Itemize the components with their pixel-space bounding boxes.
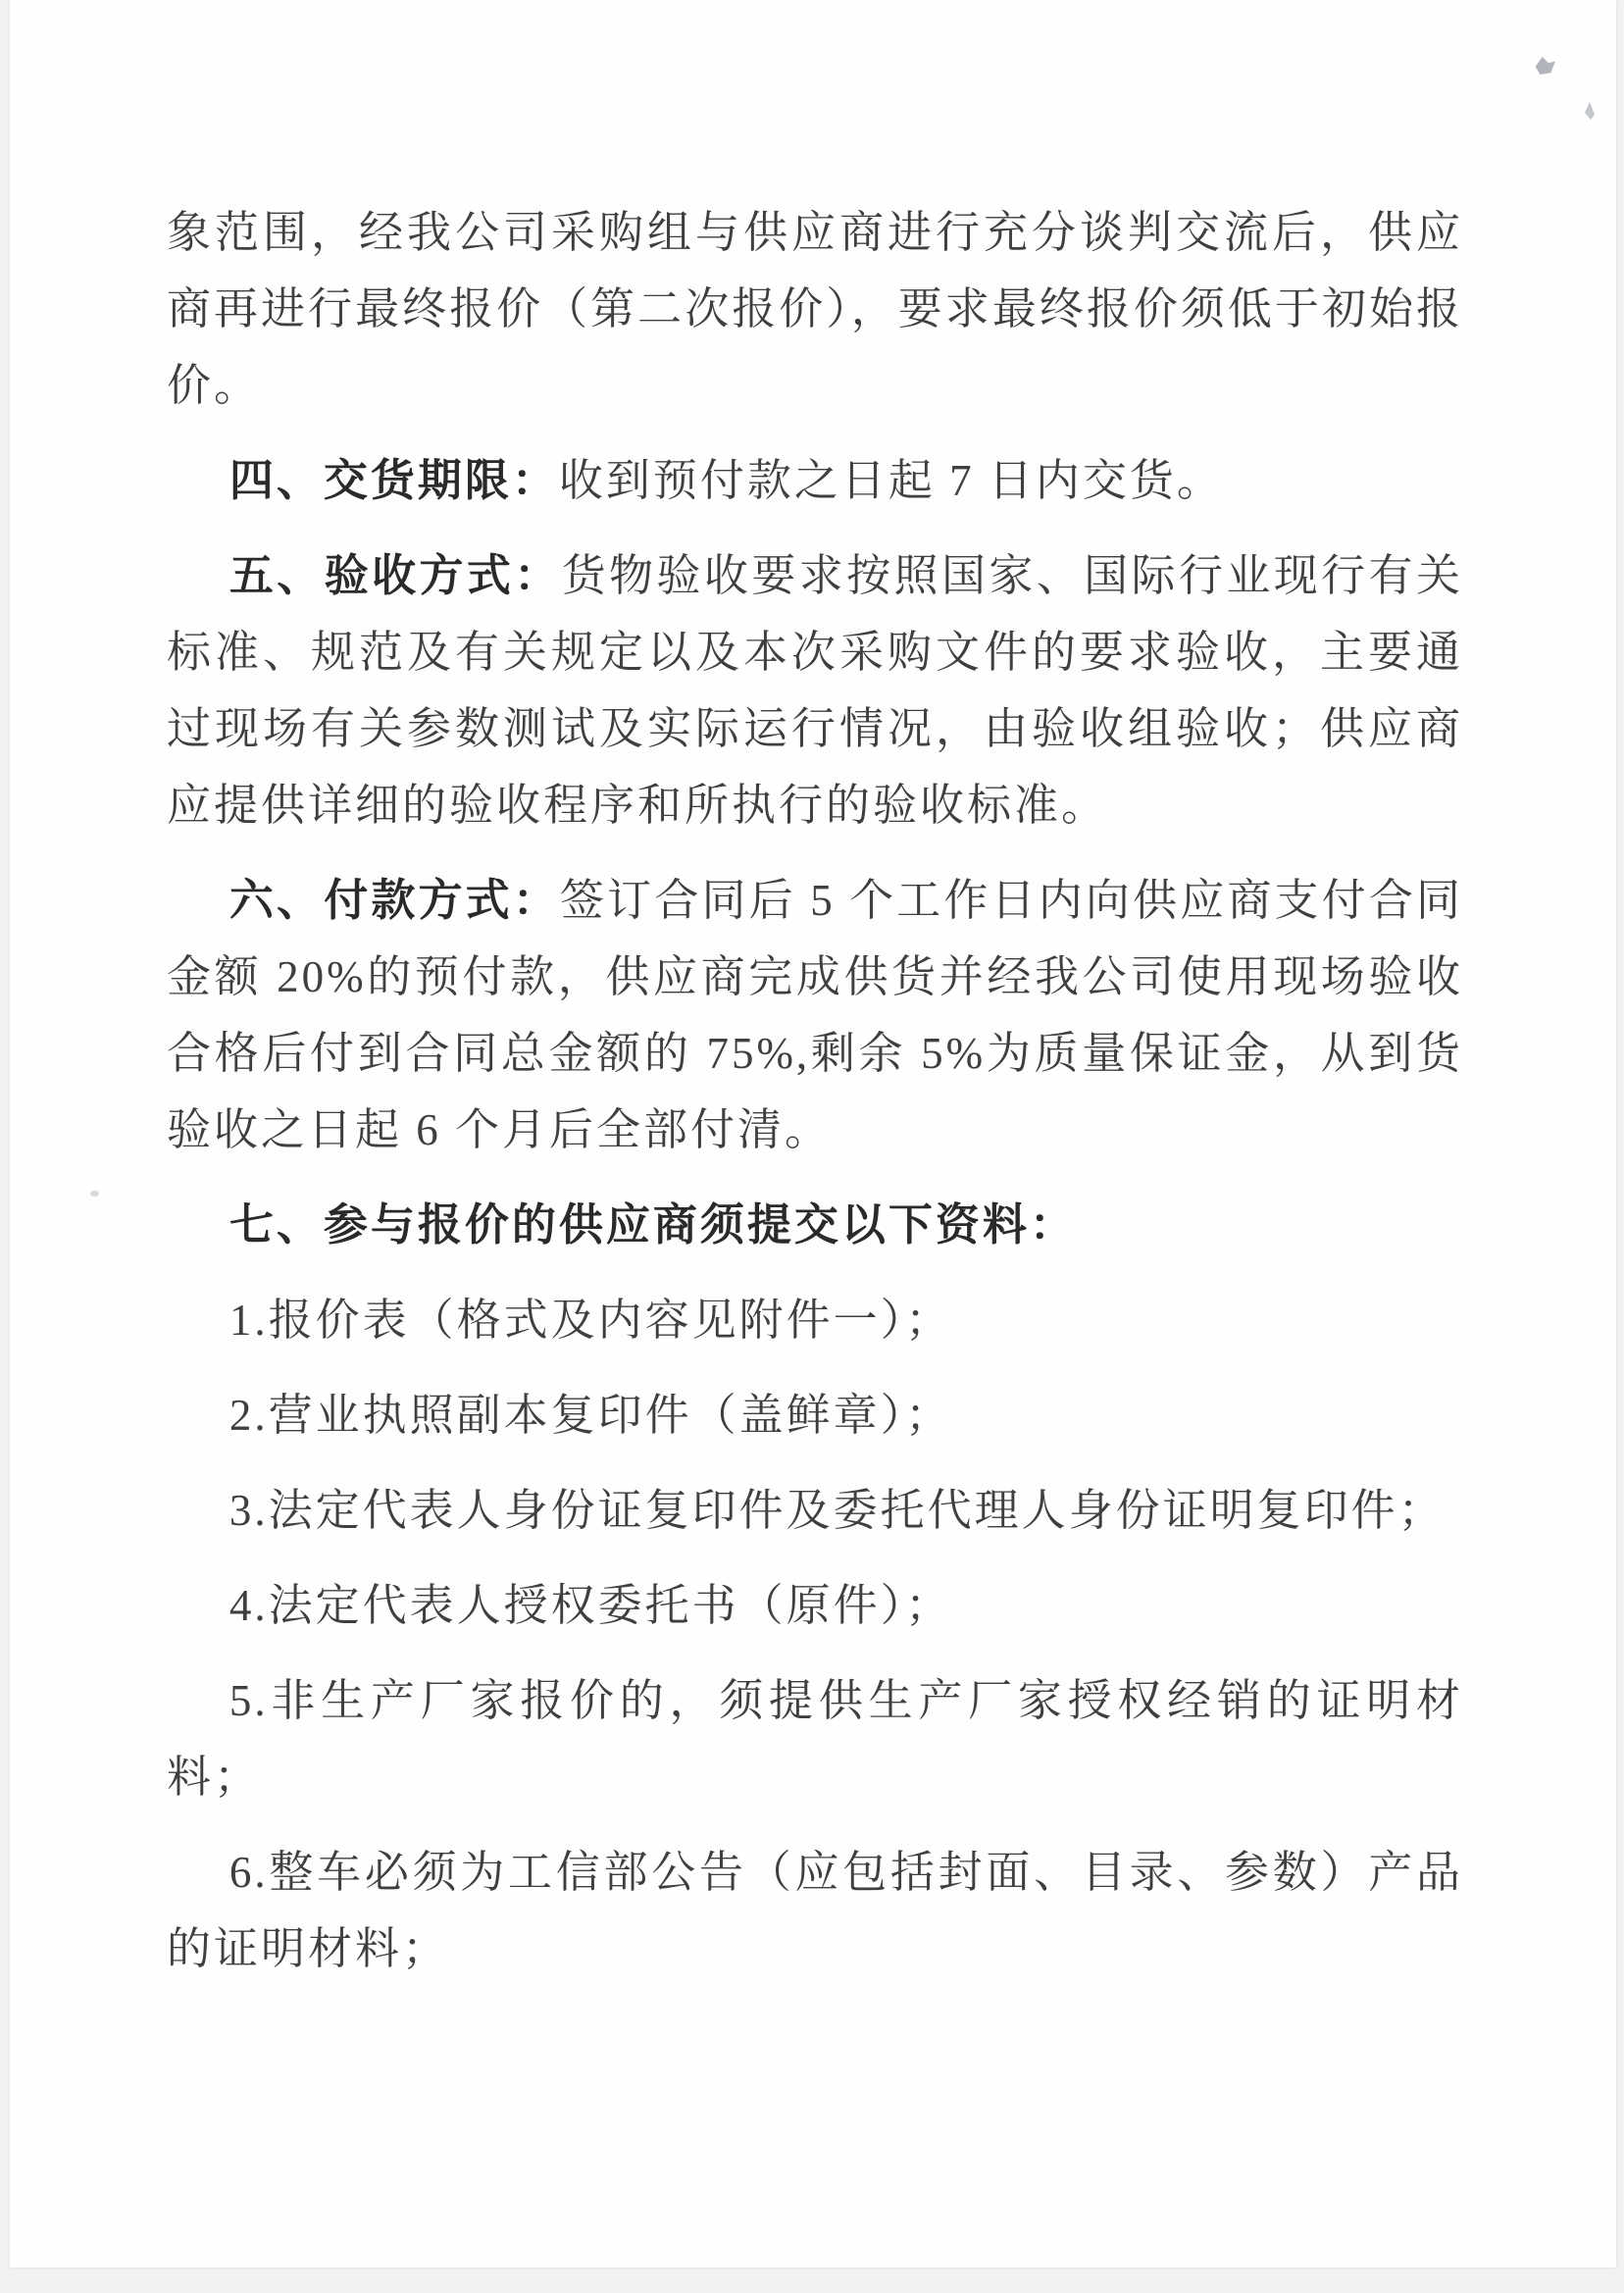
list-item-manufacturer-authorization: 5.非生产厂家报价的，须提供生产厂家授权经销的证明材料； bbox=[167, 1676, 1463, 1802]
section-payment-method-label: 六、付款方式： bbox=[228, 876, 560, 925]
section-payment-method bbox=[167, 862, 1463, 1168]
scan-dot-left-margin bbox=[90, 1191, 99, 1197]
scan-smudge-top-right bbox=[1532, 57, 1555, 75]
list-item-miit-announcement: 6.整车必须为工信部公告（应包括封面、目录、参数）产品的证明材料； bbox=[167, 1848, 1463, 1973]
list-item-power-of-attorney: 4.法定代表人授权委托书（原件）； bbox=[228, 1581, 953, 1630]
document-page bbox=[10, 0, 1616, 2268]
section-acceptance-method-label: 五、验收方式： bbox=[228, 551, 562, 600]
section-delivery-deadline-label: 四、交货期限： bbox=[228, 456, 559, 505]
section-acceptance-method bbox=[167, 537, 1463, 843]
section-delivery-deadline bbox=[167, 442, 1463, 519]
section-acceptance-method-body: 货物验收要求按照国家、国际行业现行有关标准、规范及有关规定以及本次采购文件的要求验收，主要通过现场有关参数测试及实际运行情况，由验收组验收；供应商应提供详细的验收程序和所执行的验收标准。 bbox=[167, 551, 1463, 830]
list-item-id-copies: 3.法定代表人身份证复印件及委托代理人身份证明复印件； bbox=[228, 1486, 1446, 1535]
scan-speck-top-right bbox=[1585, 102, 1595, 120]
section-payment-method-body: 签订合同后 5 个工作日内向供应商支付合同金额 20%的预付款，供应商完成供货并经我公司使用现场验收合格后付到合同总金额的 75%,剩余 5%为质量保证金，从到货验收之日起 6 个月后全部付清。 bbox=[167, 876, 1463, 1154]
list-item-quotation-form: 1.报价表（格式及内容见附件一）； bbox=[228, 1296, 953, 1345]
section-delivery-deadline-body: 收到预付款之日起 7 日内交货。 bbox=[558, 456, 1224, 505]
document-content bbox=[167, 194, 1463, 2006]
intro-paragraph: 象范围，经我公司采购组与供应商进行充分谈判交流后，供应商再进行最终报价（第二次报价），要求最终报价须低于初始报价。 bbox=[167, 208, 1463, 410]
section-required-documents-heading: 七、参与报价的供应商须提交以下资料： bbox=[228, 1200, 1077, 1249]
list-item-business-license: 2.营业执照副本复印件（盖鲜章）； bbox=[228, 1391, 953, 1440]
